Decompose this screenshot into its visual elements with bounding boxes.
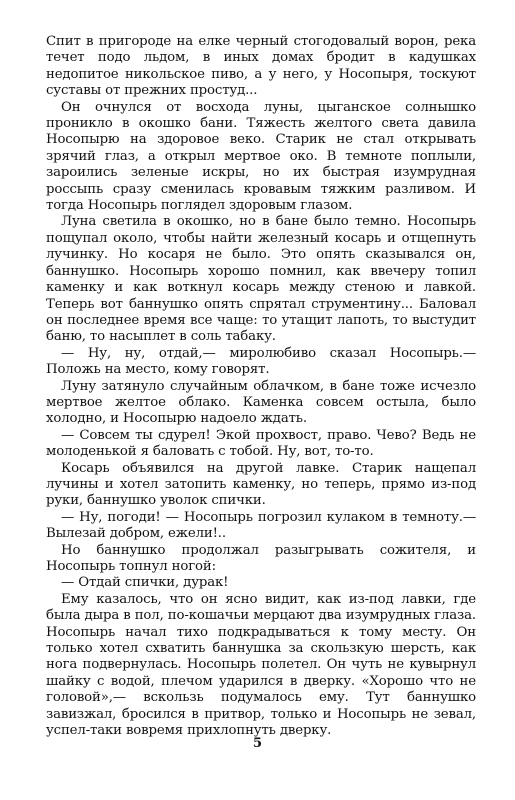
page-number: 5 [252,736,263,751]
paragraph: — Совсем ты сдурел! Экой прохвост, право. Чево? Ведь не молоденькой я баловать с тобой. Ну, вот, то-то. [46,427,476,460]
page-body [46,34,476,739]
paragraph: Ему казалось, что он ясно видит, как из-под лавки, где была дыра в пол, по-кошачьи мерцают два изумрудных глаза. Носопырь начал тихо подкрадываться к тому месту. Он только хотел схватить баннушка за скользкую шерсть, как нога подвернулась. Носопырь полетел. Он чуть не кувырнул шайку с водой, плечом ударился в дверку. «Хорошо что не головой»,— вскользь подумалось ему. Тут баннушко завизжал, бросился в притвор, только и Носопырь не зевал, успел-таки вовремя прихлопнуть дверку. [46,591,476,739]
paragraph: — Ну, погоди! — Носопырь погрозил кулаком в темноту.— Вылезай добром, ежели!.. [46,509,476,542]
paragraph: — Отдай спички, дурак! [61,575,229,591]
paragraph: Луна светила в окошко, но в бане было темно. Носопырь пощупал около, чтобы найти железный косарь и отщепнуть лучинку. Но косаря не было. Это опять сказывался он, баннушко. Носопырь хорошо помнил, как ввечеру топил каменку и как воткнул косарь между стеною и лавкой. Теперь вот баннушко опять спрятал струментину... Баловал он последнее время все чаще: то утащит лапоть, то выстудит баню, то насыплет в соль табаку. [46,214,476,345]
paragraph: Но баннушко продолжал разыгрывать сожителя, и Носопырь топнул ногой: [46,542,476,574]
paragraph: Косарь объявился на другой лавке. Старик нащепал лучины и хотел затопить каменку, но теперь, прямо из-под руки, баннушко уволок спички. [46,460,476,509]
paragraph: — Ну, ну, отдай,— миролюбиво сказал Носопырь.— Положь на место, кому говорят. [46,345,476,378]
paragraph: Он очнулся от восхода луны, цыганское солнышко проникло в окошко бани. Тяжесть желтого света давила Носопырю на здоровое веко. Старик не стал открывать зрячий глаз, а открыл мертвое око. В темноте поплыли, зароились зеленые искры, но их быстрая изумрудная россыпь сразу сменилась кровавым тяжким разливом. И тогда Носопырь поглядел здоровым глазом. [46,99,476,214]
paragraph: Луну затянуло случайным облачком, в бане тоже исчезло мертвое желтое облако. Каменка совсем остыла, было холодно, и Носопырю надоело ждать. [46,378,476,427]
paragraph: Спит в пригороде на елке черный стогодовалый ворон, река течет подо льдом, в иных домах бродит в кадушках недопитое никольское пиво, а у него, у Носопыря, тоскуют суставы от прежних простуд... [46,34,476,99]
